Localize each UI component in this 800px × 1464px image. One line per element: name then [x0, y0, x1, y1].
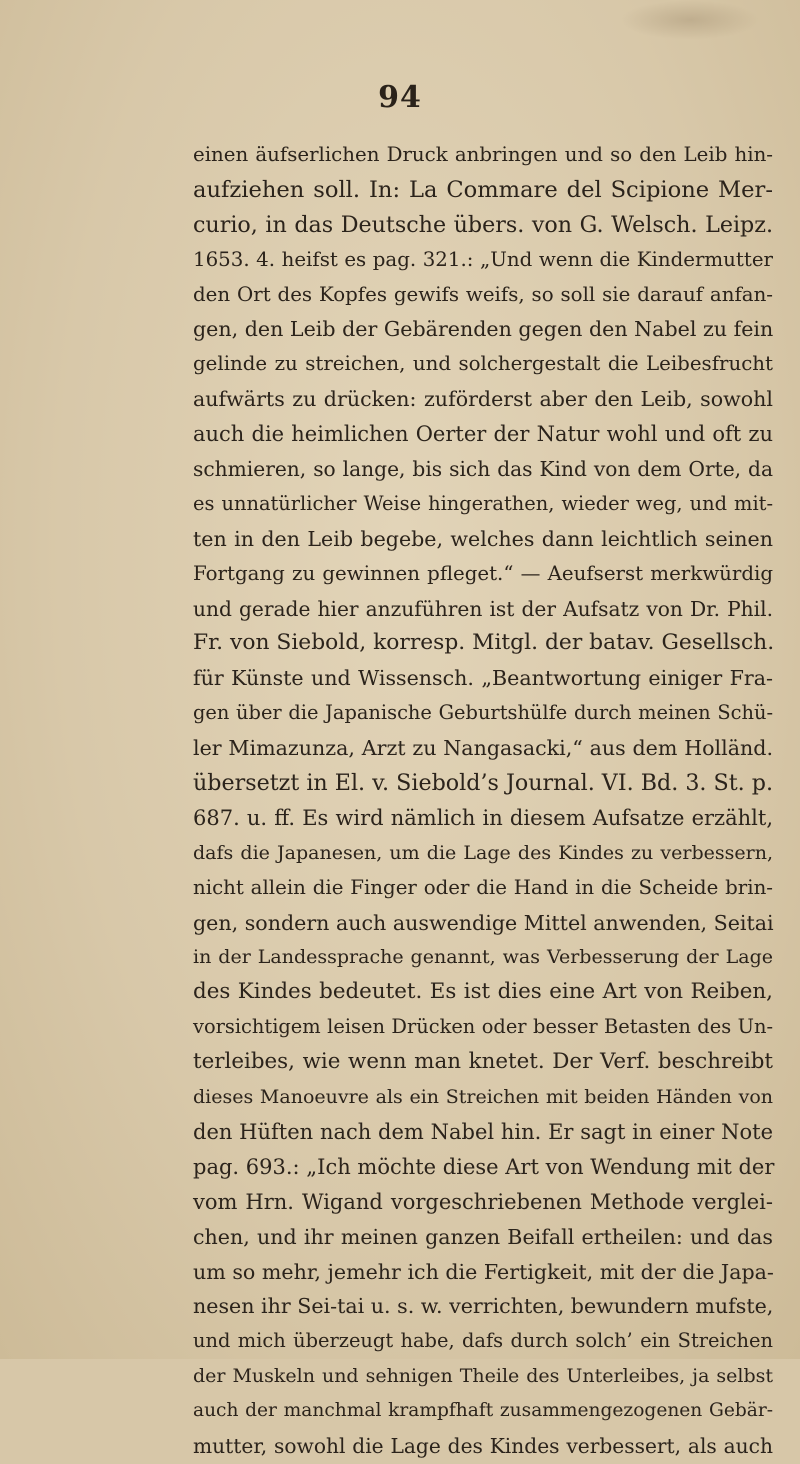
text-line: der Muskeln und sehnigen Theile des Unterleibes, ja selbst — [193, 1365, 773, 1388]
text-line: dieses Manoeuvre als ein Streichen mit beiden Händen von — [193, 1086, 773, 1109]
text-line: terleibes, wie wenn man knetet. Der Verf. beschreibt — [193, 1049, 773, 1075]
text-line: den Ort des Kopfes gewifs weifs, so soll sie darauf anfan- — [193, 282, 773, 306]
text-line: gelinde zu streichen, und solchergestalt die Leibesfrucht — [193, 352, 773, 376]
text-line: ler Mimazunza, Arzt zu Nangasacki,“ aus dem Holländ. — [193, 736, 773, 761]
text-line: nesen ihr Sei-tai u. s. w. verrichten, bewundern mufste, — [193, 1294, 774, 1319]
page-number: 94 — [378, 80, 422, 115]
text-line: curio, in das Deutsche übers. von G. Welsch. Leipz. — [193, 211, 773, 238]
text-line: in der Landessprache genannt, was Verbesserung der Lage — [193, 946, 773, 969]
text-line: chen, und ihr meinen ganzen Beifall ertheilen: und das — [193, 1224, 773, 1249]
text-line: übersetzt in El. v. Siebold’s Journal. VI. Bd. 3. St. p. — [193, 770, 774, 797]
text-line: den Hüften nach dem Nabel hin. Er sagt in einer Note — [193, 1119, 773, 1144]
text-line: aufziehen soll. In: La Commare del Scipione Mer- — [193, 176, 773, 203]
text-line: vom Hrn. Wigand vorgeschriebenen Methode verglei- — [193, 1189, 773, 1214]
text-line: aufwärts zu drücken: zuförderst aber den Leib, sowohl — [193, 387, 773, 412]
text-line: mutter, sowohl die Lage des Kindes verbessert, als auch — [193, 1433, 773, 1458]
text-line: einen äufserlichen Druck anbringen und so den Leib hin- — [193, 143, 773, 166]
text-line: auch die heimlichen Oerter der Natur wohl und oft zu — [193, 422, 773, 447]
text-line: pag. 693.: „Ich möchte diese Art von Wendung mit der — [193, 1154, 775, 1179]
text-line: nicht allein die Finger oder die Hand in die Scheide brin- — [193, 875, 773, 899]
text-line: des Kindes bedeutet. Es ist dies eine Art von Reiben, — [193, 979, 773, 1005]
text-line: vorsichtigem leisen Drücken oder besser Betasten des Un- — [193, 1015, 773, 1039]
text-line: auch der manchmal krampfhaft zusammengezogenen Gebär- — [193, 1400, 773, 1422]
text-line: und gerade hier anzuführen ist der Aufsatz von Dr. Phil. — [193, 596, 773, 621]
text-line: für Künste und Wissensch. „Beantwortung einiger Fra- — [193, 666, 773, 691]
text-line: dafs die Japanesen, um die Lage des Kindes zu verbessern, — [193, 841, 773, 864]
text-line: schmieren, so lange, bis sich das Kind von dem Orte, da — [193, 457, 773, 482]
text-line: und mich überzeugt habe, dafs durch solch’ ein Streichen — [193, 1329, 773, 1353]
text-line: gen über die Japanische Geburtshülfe durch meinen Schü- — [193, 701, 773, 725]
text-line: es unnatürlicher Weise hingerathen, wieder weg, und mit- — [193, 491, 773, 515]
body-text — [193, 138, 773, 1464]
text-line: 1653. 4. heifst es pag. 321.: „Und wenn die Kindermutter — [193, 247, 773, 271]
text-line: ten in den Leib begebe, welches dann leichtlich seinen — [193, 526, 773, 551]
text-line: gen, den Leib der Gebärenden gegen den Nabel zu fein — [193, 317, 774, 342]
text-line: gen, sondern auch auswendige Mittel anwenden, Seitai — [193, 910, 774, 935]
text-line: Fr. von Siebold, korresp. Mitgl. der batav. Gesellsch. — [193, 630, 775, 656]
text-line: 687. u. ff. Es wird nämlich in diesem Aufsatze erzählt, — [193, 805, 773, 830]
paper-stain — [620, 0, 760, 40]
text-line: um so mehr, jemehr ich die Fertigkeit, mit der die Japa- — [193, 1259, 774, 1284]
text-line: Fortgang zu gewinnen pfleget.“ — Aeufserst merkwürdig — [193, 561, 773, 585]
